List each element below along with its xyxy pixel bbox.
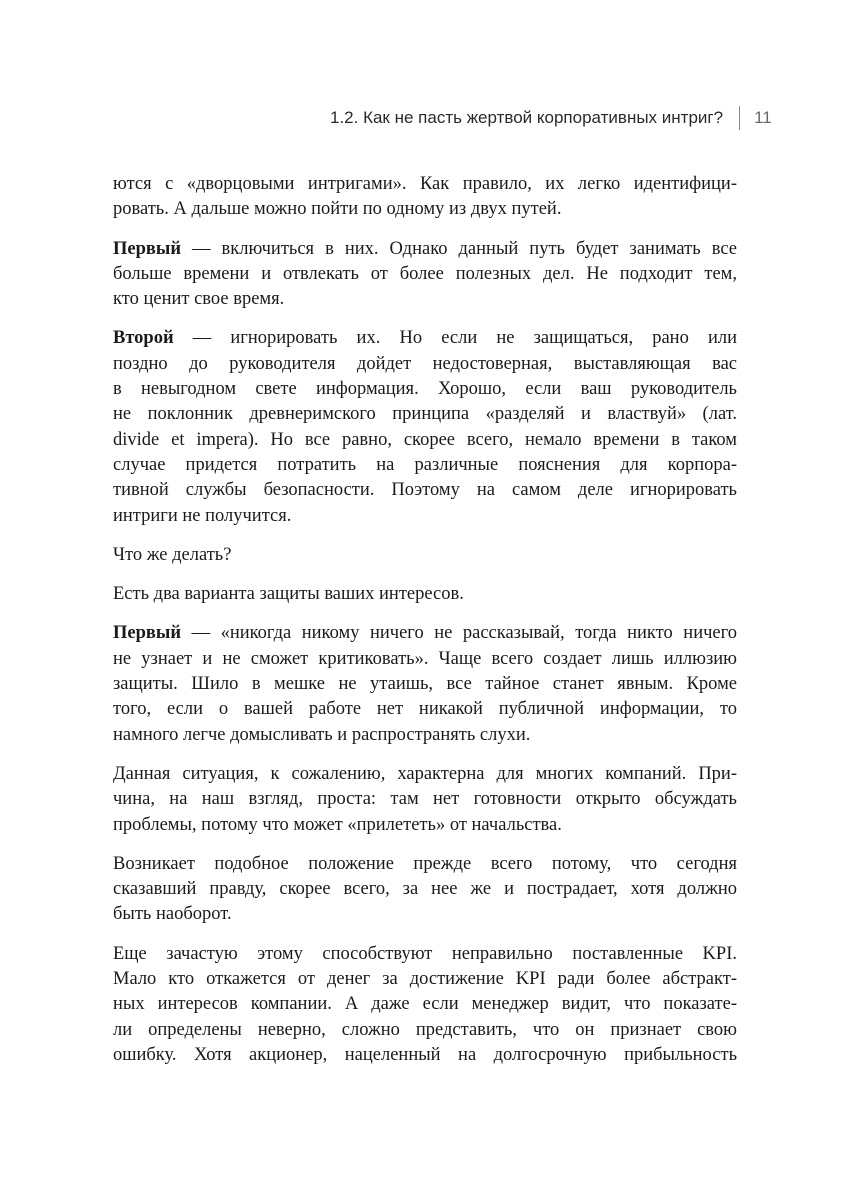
text-line: чина, на наш взгляд, проста: там нет готовности открыто обсуждать — [113, 789, 737, 810]
paragraph — [113, 543, 737, 568]
paragraph — [113, 762, 737, 838]
text-line: Еще зачастую этому способствуют неправильно поставленные KPI. — [113, 943, 737, 964]
text-line: Данная ситуация, к сожалению, характерна для многих компаний. При- — [113, 763, 737, 784]
chapter-title: 1.2. Как не пасть жертвой корпоративных интриг? — [330, 108, 724, 127]
header-separator — [739, 106, 740, 130]
paragraph — [113, 942, 737, 1068]
text-line: в невыгодном свете информация. Хорошо, если ваш руководитель — [113, 379, 737, 400]
bold-lead: Второй — [113, 328, 174, 349]
bold-lead: Первый — [113, 623, 181, 644]
bold-lead: Первый — [113, 238, 181, 259]
text-line: ли определены неверно, сложно представить, что он признает свою — [113, 1019, 737, 1040]
text-line: больше времени и отвлекать от более полезных дел. Не подходит тем, — [113, 263, 737, 284]
text-line: защиты. Шило в мешке не утаишь, все тайное станет явным. Кроме — [113, 674, 737, 695]
text-line: ровать. А дальше можно пойти по одному из двух путей. — [113, 199, 562, 220]
text-line: не поклонник древнеримского принципа «разделяй и властвуй» (лат. — [113, 404, 737, 425]
text-line: тивной службы безопасности. Поэтому на самом деле игнорировать — [113, 480, 737, 501]
text-line: не узнает и не сможет критиковать». Чаще всего создает лишь иллюзию — [113, 648, 737, 669]
text-fragment: — включиться в них. Однако данный путь будет занимать все — [180, 238, 737, 259]
text-line — [113, 237, 737, 262]
text-line: интриги не получится. — [113, 505, 292, 526]
text-line: намного легче домысливать и распространять слухи. — [113, 724, 531, 745]
text-line: поздно до руководителя дойдет недостоверная, выставляющая вас — [113, 353, 737, 374]
text-line: ошибку. Хотя акционер, нацеленный на долгосрочную прибыльность — [113, 1044, 737, 1065]
text-line: ных интересов компании. А даже если менеджер видит, что показате- — [113, 994, 737, 1015]
text-line: Есть два варианта защиты ваших интересов. — [113, 584, 464, 605]
text-line — [113, 621, 737, 646]
text-fragment: — «никогда никому ничего не рассказывай, тогда никто ничего — [180, 623, 737, 644]
text-line: кто ценит свое время. — [113, 289, 285, 310]
text-line: Возникает подобное положение прежде всего потому, что сегодня — [113, 853, 737, 874]
paragraph — [113, 237, 737, 313]
text-line: проблемы, потому что может «прилететь» от начальства. — [113, 814, 562, 835]
paragraph — [113, 621, 737, 747]
paragraph — [113, 582, 737, 607]
page-number: 11 — [754, 108, 772, 127]
paragraph — [113, 852, 737, 928]
text-line: ются с «дворцовыми интригами». Как правило, их легко идентифици- — [113, 174, 737, 194]
text-line — [113, 326, 737, 351]
paragraph — [113, 326, 737, 528]
body-text — [113, 172, 737, 1082]
text-line: случае придется потратить на различные пояснения для корпора- — [113, 454, 737, 475]
text-line: Мало кто откажется от денег за достижение KPI ради более абстракт- — [113, 969, 737, 990]
text-fragment: — игнорировать их. Но если не защищаться, рано или — [173, 328, 737, 349]
text-line: Что же делать? — [113, 544, 232, 565]
running-header — [330, 104, 780, 132]
paragraph — [113, 172, 737, 223]
text-line: divide et impera). Но все равно, скорее всего, немало времени в таком — [113, 429, 737, 450]
text-line: того, если о вашей работе нет никакой публичной информации, то — [113, 699, 737, 720]
text-line: быть наоборот. — [113, 904, 232, 925]
text-line: сказавший правду, скорее всего, за нее же и пострадает, хотя должно — [113, 879, 737, 900]
